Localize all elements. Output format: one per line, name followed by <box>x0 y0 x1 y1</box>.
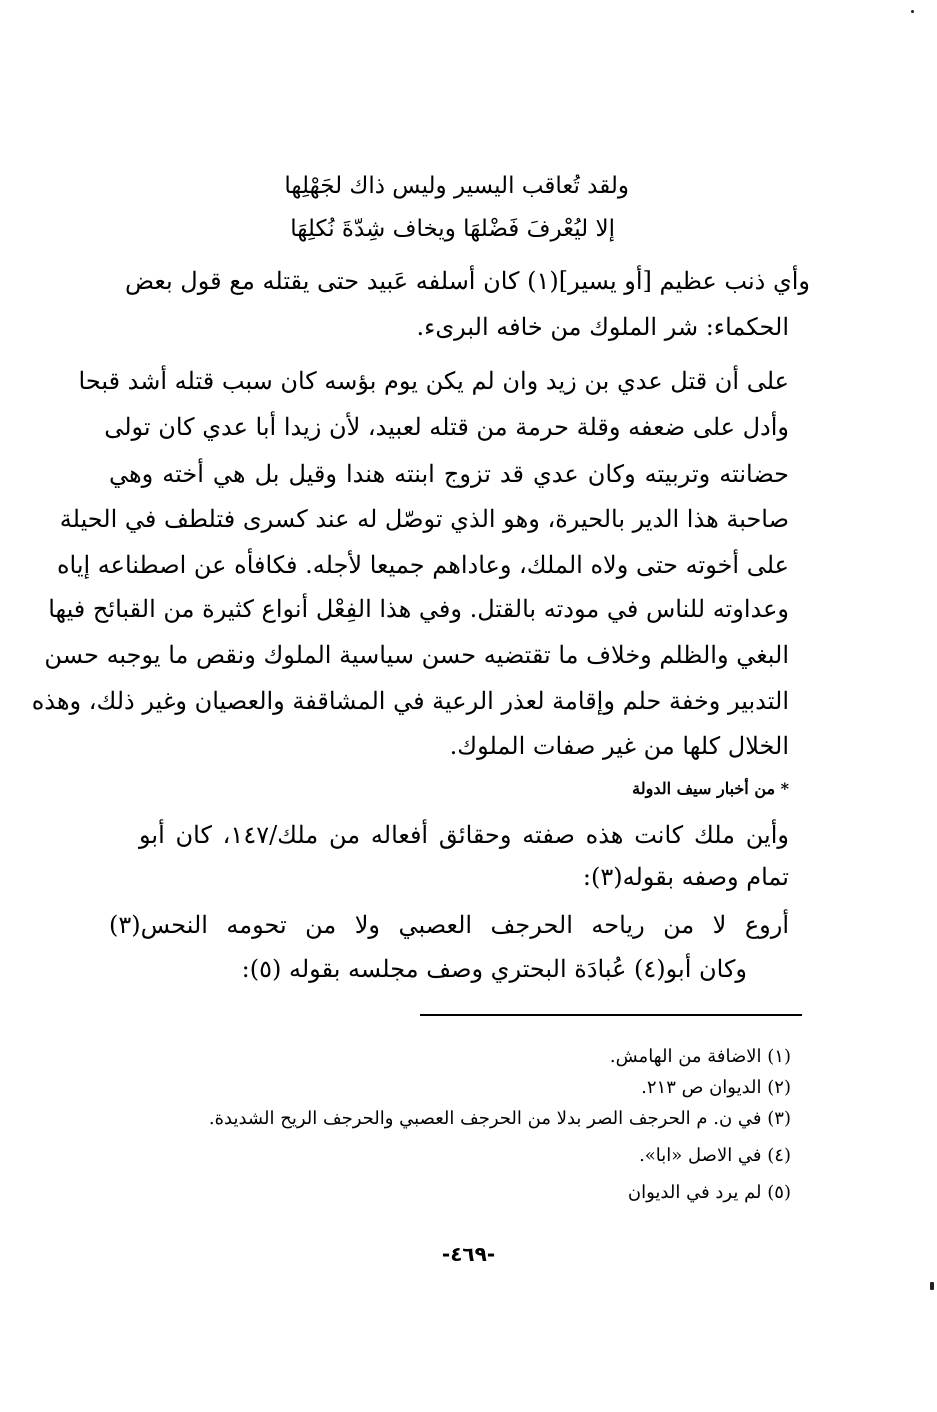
paragraph-1-line-2: الحكماء: شر الملوك من خافه البرىء. <box>416 313 789 341</box>
paragraph-2-line-7: البغي والظلم وخلاف ما تقتضيه حسن سياسية الملوك ونقص ما يوجبه حسن <box>44 641 789 669</box>
paragraph-2-line-9: الخلال كلها من غير صفات الملوك. <box>449 732 789 760</box>
paragraph-2-line-8: التدبير وخفة حلم وإقامة لعذر الرعية في المشاقفة والعصيان وغير ذلك، وهذه <box>31 687 789 715</box>
poem-line-1: ولقد تُعاقب اليسير وليس ذاك لجَهْلِها <box>284 173 629 199</box>
page-number: -٤٦٩- <box>441 1242 496 1266</box>
paragraph-2-line-3: حضانته وتربيته وكان عدي قد تزوج ابنته هندا وقيل بل هي أخته وهي <box>109 460 789 488</box>
paragraph-4: وكان أبو(٤) عُبادَة البحتري وصف مجلسه بقوله (٥): <box>241 955 747 983</box>
scan-speck <box>930 1282 934 1290</box>
paragraph-2-line-6: وعداوته للناس في مودته بالقتل. وفي هذا الفِعْل أنواع كثيرة من القبائح فيها <box>48 595 789 623</box>
paragraph-2-line-4: صاحبة هذا الدير بالحيرة، وهو الذي توصّل له عند كسرى فتلطف في الحيلة <box>59 505 789 533</box>
footnote-2: (٢) الديوان ص ٢١٣. <box>641 1077 791 1098</box>
paragraph-2-line-5: على أخوته حتى ولاه الملك، وعاداهم جميعا لأجله. فكافأه عن اصطناعه إياه <box>56 551 789 579</box>
footnote-5: (٥) لم يرد في الديوان <box>627 1182 791 1203</box>
scan-speck <box>911 10 914 13</box>
footnote-4: (٤) في الاصل «ابا». <box>639 1145 791 1166</box>
poem-line-2: إلا ليُعْرفَ فَضْلهَا ويخاف شِدّةَ نُكلِهَا <box>290 216 615 242</box>
footnote-3: (٣) في ن. م الحرجف الصر بدلا من الحرجف العصبي والحرجف الريح الشديدة. <box>208 1108 791 1129</box>
paragraph-3-line-2: تمام وصفه بقوله(٣): <box>582 863 789 891</box>
section-heading: * من أخبار سيف الدولة <box>632 779 789 798</box>
verse-line: أروع لا من رياحه الحرجف العصبي ولا من تحومه النحس(٣) <box>109 911 789 939</box>
paragraph-2-line-1: على أن قتل عدي بن زيد وان لم يكن يوم بؤسه كان سبب قتله أشد قبحا <box>78 367 789 395</box>
footnote-1: (١) الاضافة من الهامش. <box>609 1046 791 1067</box>
paragraph-1-line-1: وأي ذنب عظيم [أو يسير](١) كان أسلفه عَبيد حتى يقتله مع قول بعض <box>125 267 810 295</box>
paragraph-2-line-2: وأدل على ضعفه وقلة حرمة من قتله لعبيد، لأن زيدا أبا عدي كان تولى <box>104 413 789 441</box>
paragraph-3-line-1: وأين ملك كانت هذه صفته وحقائق أفعاله من ملك/١٤٧، كان أبو <box>139 821 789 849</box>
footnote-separator <box>420 1014 802 1016</box>
